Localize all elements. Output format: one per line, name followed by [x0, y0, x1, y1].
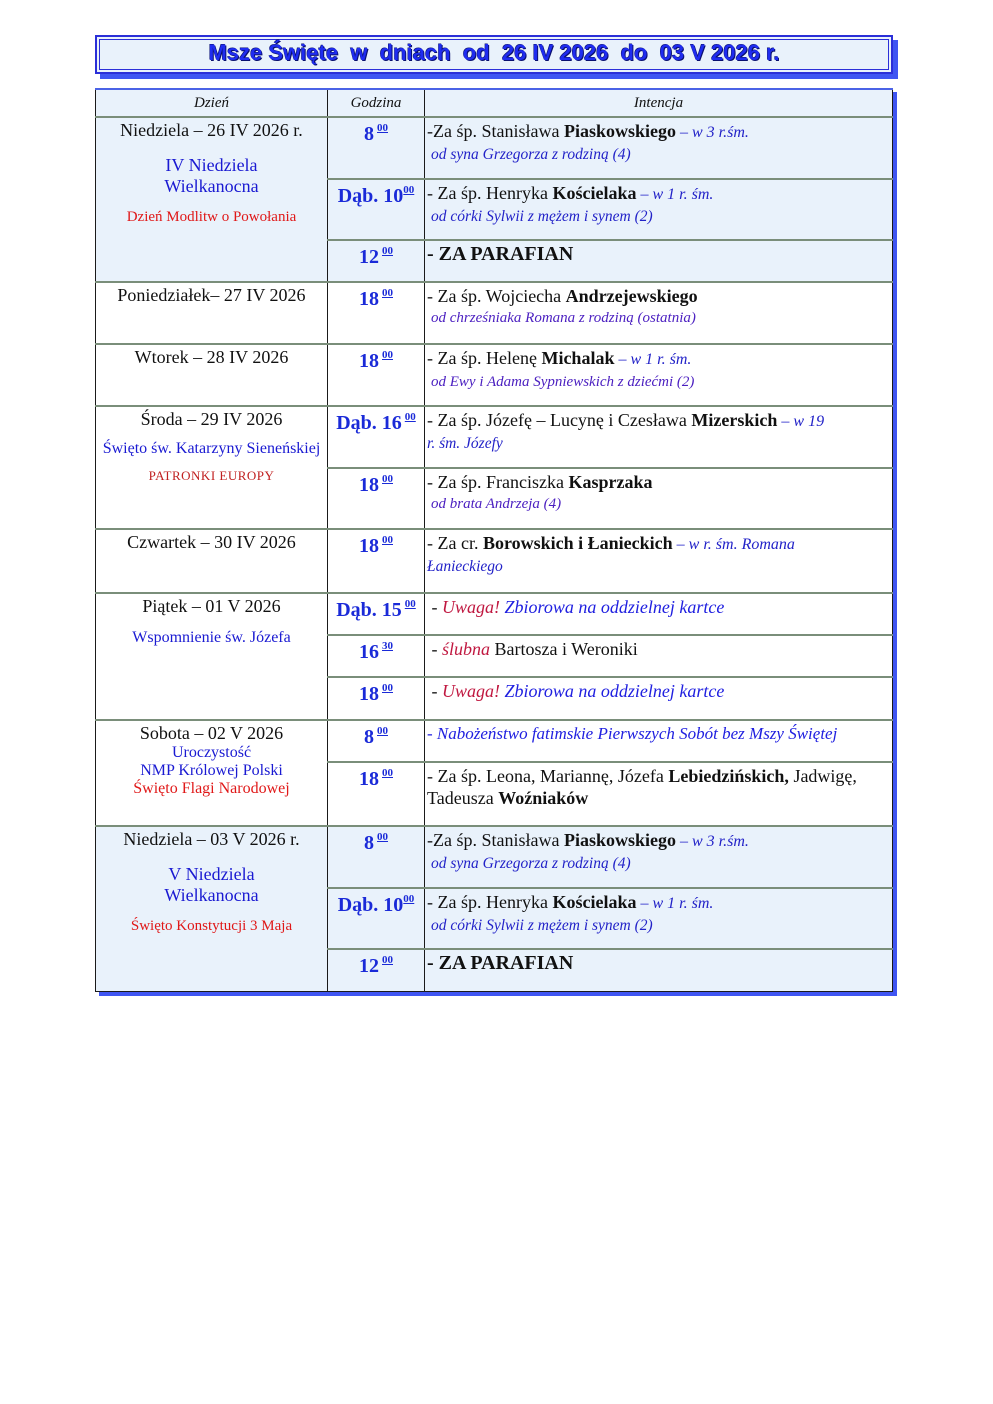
hour-value: 18 — [359, 288, 379, 310]
hour-value: 18 — [359, 350, 379, 372]
header-row — [96, 89, 893, 117]
location-prefix: Dąb. — [336, 412, 377, 434]
day-cell — [96, 282, 328, 344]
intention-text: - Za śp. Franciszka — [427, 472, 569, 492]
intention-name: Michalak — [541, 348, 615, 368]
table-row — [96, 282, 893, 344]
table-row — [96, 406, 893, 468]
intention-text: - ZA PARAFIAN — [427, 952, 574, 974]
intention-text: Bartosza i Weroniki — [490, 639, 638, 659]
intention-cell — [425, 282, 893, 344]
minute-value: 00 — [404, 411, 416, 423]
hour-value: 15 — [381, 599, 402, 621]
day-cell — [96, 406, 328, 529]
intention-note: – w 1 r. śm. — [636, 895, 714, 912]
schedule-table — [95, 88, 893, 992]
intention-name: Kościelaka — [552, 183, 637, 203]
day-subtitle: IV Niedziela — [165, 155, 258, 175]
intention-text: - Za śp. Józefę – Lucynę i Czesława — [427, 410, 692, 430]
hour-cell — [328, 949, 425, 991]
intention-cell — [425, 240, 893, 282]
intention-cell — [425, 677, 893, 720]
minute-value: 00 — [382, 349, 393, 361]
minute-value: 00 — [403, 184, 415, 196]
intention-name: Lebiedzińskich, — [668, 766, 789, 786]
intention-name: Borowskich i Łanieckich — [482, 533, 673, 553]
hour-value: 18 — [359, 535, 379, 557]
location-prefix: Dąb. — [337, 185, 379, 207]
day-cell — [96, 529, 328, 593]
table-row — [96, 529, 893, 593]
table-row — [96, 826, 893, 888]
intention-cell — [425, 949, 893, 991]
hour-cell — [328, 826, 425, 888]
hour-value: 10 — [383, 185, 404, 207]
intention-name: Kościelaka — [552, 892, 637, 912]
table-row — [96, 593, 893, 635]
intention-line — [427, 120, 892, 144]
hour-cell — [328, 720, 425, 762]
intention-name: Piaskowskiego — [563, 830, 676, 850]
intention-cell — [425, 888, 893, 949]
table-row — [96, 117, 893, 179]
hour-cell — [328, 593, 425, 635]
day-title: Czwartek – 30 IV 2026 — [127, 532, 296, 552]
intention-text: -Za śp. Stanisława — [427, 830, 564, 850]
intention-donor: Łanieckiego — [427, 558, 503, 575]
intention-text: - ZA PARAFIAN — [427, 243, 574, 265]
intention-donor: od syna Grzegorza z rodziną (4) — [431, 146, 631, 163]
hour-cell — [328, 468, 425, 529]
day-title: Środa – 29 IV 2026 — [140, 409, 283, 429]
minute-value: 00 — [382, 954, 393, 966]
day-cell — [96, 344, 328, 406]
intention-line — [427, 182, 892, 206]
table-row — [96, 720, 893, 762]
intention-donor: od córki Sylwii z mężem i synem (2) — [431, 208, 653, 225]
intention-cell — [425, 720, 893, 762]
schedule-table-wrap — [95, 88, 893, 992]
intention-text: - Za śp. Wojciecha — [427, 286, 566, 306]
minute-value: 30 — [382, 640, 393, 652]
intention-note: – w 3 r.śm. — [676, 124, 749, 141]
header-hour — [328, 89, 425, 117]
intention-line: - ślubna Bartosza i Weroniki — [427, 639, 638, 659]
header-hour-label: Godzina — [350, 94, 402, 111]
intention-line: - Uwaga! Zbiorowa na oddzielnej kartce — [427, 597, 725, 617]
day-title: Sobota – 02 V 2026 — [139, 723, 284, 743]
intention-donor: od chrześniaka Romana z rodziną (ostatnia) — [431, 310, 696, 326]
day-subtitle: Uroczystość — [171, 744, 252, 761]
day-note: Święto Flagi Narodowej — [133, 780, 290, 797]
hour-cell — [328, 762, 425, 826]
hour-value: 8 — [364, 123, 374, 145]
intention-donor: od Ewy i Adama Sypniewskich z dziećmi (2) — [431, 374, 695, 390]
minute-value: 00 — [404, 598, 416, 610]
intention-cell — [425, 406, 893, 468]
hour-cell — [328, 282, 425, 344]
day-title: Piątek – 01 V 2026 — [142, 596, 281, 616]
hour-cell — [328, 179, 425, 240]
hour-cell — [328, 635, 425, 677]
day-subtitle: NMP Królowej Polski — [140, 762, 283, 779]
intention-text: Zbiorowa na oddzielnej kartce — [500, 597, 725, 617]
page-title: Msze Święte w dniach od 26 IV 2026 do 03 V 2026 r. — [208, 40, 780, 65]
hour-value: 18 — [359, 683, 379, 705]
hour-cell — [328, 406, 425, 468]
intention-line — [427, 532, 892, 556]
day-title: Poniedziałek– 27 IV 2026 — [117, 285, 306, 305]
intention-donor: od brata Andrzeja (4) — [431, 496, 562, 512]
hour-value: 18 — [359, 474, 379, 496]
header-day-label: Dzień — [194, 94, 229, 111]
hour-value: 18 — [359, 768, 379, 790]
intention-line — [427, 765, 892, 787]
intention-cell — [425, 344, 893, 406]
intention-cell — [425, 529, 893, 593]
hour-value: 12 — [359, 955, 379, 977]
minute-value: 00 — [403, 893, 415, 905]
minute-value: 00 — [382, 767, 393, 779]
intention-note: – w 19 — [777, 413, 825, 430]
day-title: Niedziela – 03 V 2026 r. — [123, 829, 300, 849]
intention-line — [427, 347, 892, 371]
intention-cell — [425, 635, 893, 677]
intention-name: Mizerskich — [691, 410, 778, 430]
intention-text: - Za śp. Leona, Mariannę, Józefa — [427, 766, 669, 786]
intention-donor: od syna Grzegorza z rodziną (4) — [431, 855, 631, 872]
day-cell — [96, 593, 328, 720]
day-cell — [96, 720, 328, 826]
intention-donor: r. śm. Józefy — [427, 435, 503, 452]
intention-cell — [425, 593, 893, 635]
hour-cell — [328, 117, 425, 179]
intention-line — [427, 409, 892, 433]
intention-text: - Nabożeństwo fatimskie Pierwszych Sobót bez Mszy Świętej — [427, 724, 838, 743]
intention-cell — [425, 179, 893, 240]
intention-note: – w r. śm. Romana — [672, 536, 795, 553]
intention-name: Andrzejewskiego — [565, 286, 698, 306]
hour-value: 8 — [364, 832, 374, 854]
intention-cell — [425, 826, 893, 888]
intention-text: - Za cr. — [427, 533, 483, 553]
day-title: Niedziela – 26 IV 2026 r. — [120, 120, 303, 140]
day-title: Wtorek – 28 IV 2026 — [134, 347, 289, 367]
day-note: PATRONKI EUROPY — [148, 468, 275, 483]
header-intention — [425, 89, 893, 117]
hour-value: 16 — [359, 641, 379, 663]
hour-value: 8 — [364, 726, 374, 748]
hour-cell — [328, 677, 425, 720]
table-row — [96, 344, 893, 406]
intention-note: – w 1 r. śm. — [636, 186, 714, 203]
header-day — [96, 89, 328, 117]
day-note: Święto Konstytucji 3 Maja — [130, 918, 293, 934]
intention-name: Kasprzaka — [568, 472, 653, 492]
intention-cell — [425, 468, 893, 529]
hour-cell — [328, 529, 425, 593]
location-prefix: Dąb. — [337, 894, 379, 916]
day-subtitle: Święto św. Katarzyny Sieneńskiej — [102, 440, 321, 457]
day-note: Dzień Modlitw o Powołania — [126, 209, 297, 225]
day-subtitle: Wielkanocna — [164, 176, 259, 196]
location-prefix: Dąb. — [336, 599, 377, 621]
intention-line: - Uwaga! Zbiorowa na oddzielnej kartce — [427, 681, 725, 701]
day-subtitle: Wielkanocna — [164, 885, 259, 905]
title-banner — [95, 35, 893, 74]
day-cell — [96, 826, 328, 991]
hour-cell — [328, 344, 425, 406]
intention-line — [427, 285, 892, 307]
minute-value: 00 — [382, 682, 393, 694]
hour-value: 16 — [381, 412, 402, 434]
minute-value: 00 — [377, 725, 388, 737]
hour-cell — [328, 240, 425, 282]
title-box — [95, 35, 893, 74]
intention-line — [427, 787, 892, 809]
header-intention-label: Intencja — [633, 94, 684, 111]
intention-name: Woźniaków — [498, 788, 589, 808]
intention-text: - Za śp. Henryka — [427, 183, 553, 203]
intention-line — [427, 891, 892, 915]
minute-value: 00 — [382, 534, 393, 546]
day-subtitle: V Niedziela — [168, 864, 255, 884]
intention-name: Piaskowskiego — [563, 121, 676, 141]
minute-value: 00 — [377, 122, 388, 134]
minute-value: 00 — [377, 831, 388, 843]
wedding-label: ślubna — [442, 639, 491, 659]
warning-label: Uwaga! — [442, 597, 500, 617]
hour-value: 12 — [359, 246, 379, 268]
intention-cell — [425, 117, 893, 179]
intention-text: -Za śp. Stanisława — [427, 121, 564, 141]
intention-line — [427, 471, 892, 493]
intention-text: Jadwigę, — [788, 766, 857, 786]
intention-donor: od córki Sylwii z mężem i synem (2) — [431, 917, 653, 934]
intention-cell — [425, 762, 893, 826]
minute-value: 00 — [382, 473, 393, 485]
intention-line — [427, 829, 892, 853]
minute-value: 00 — [382, 287, 393, 299]
intention-note: – w 3 r.śm. — [676, 833, 749, 850]
intention-text: - Za śp. Henryka — [427, 892, 553, 912]
intention-text: - Za śp. Helenę — [427, 348, 542, 368]
hour-cell — [328, 888, 425, 949]
intention-text: Zbiorowa na oddzielnej kartce — [500, 681, 725, 701]
warning-label: Uwaga! — [442, 681, 500, 701]
hour-value: 10 — [383, 894, 404, 916]
intention-note: – w 1 r. śm. — [614, 351, 692, 368]
minute-value: 00 — [382, 245, 393, 257]
day-cell — [96, 117, 328, 282]
day-subtitle: Wspomnienie św. Józefa — [132, 629, 291, 646]
intention-text: Tadeusza — [427, 788, 499, 808]
